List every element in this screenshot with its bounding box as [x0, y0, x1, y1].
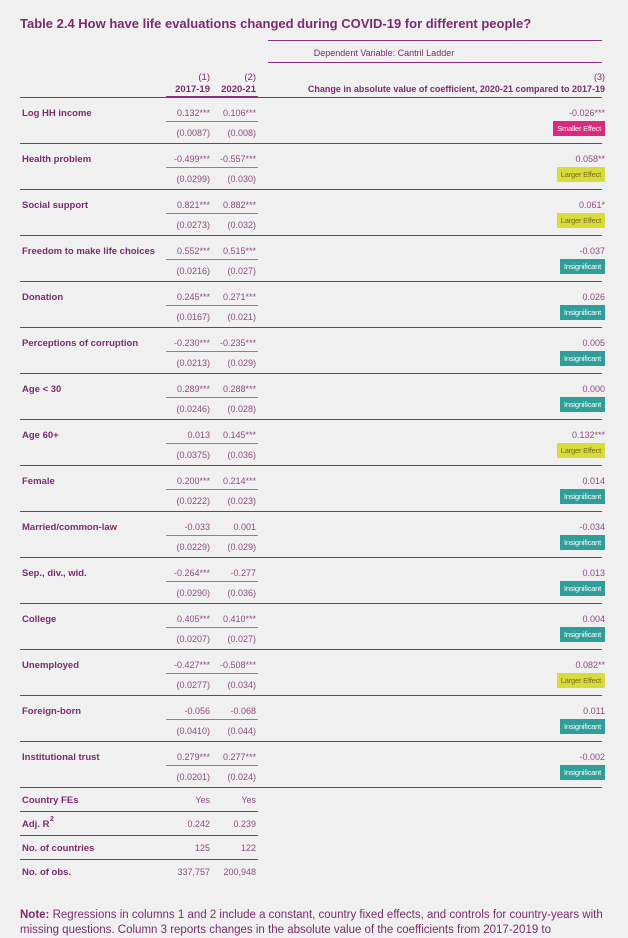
table-rule	[20, 97, 602, 98]
se-rule	[166, 673, 258, 674]
coef-change: 0.013	[582, 568, 605, 578]
se-col1: (0.0290)	[176, 588, 210, 598]
coef-change: 0.005	[582, 338, 605, 348]
insignificant-badge: Insignificant	[560, 719, 605, 734]
row-label: Married/common-law	[22, 522, 118, 533]
insignificant-badge: Insignificant	[560, 535, 605, 550]
coef-col1: 0.289***	[176, 384, 210, 394]
footer-col2: Yes	[241, 795, 256, 805]
row-label: Log HH income	[22, 108, 92, 119]
row-rule	[20, 281, 602, 282]
insignificant-badge: Insignificant	[560, 259, 605, 274]
note-label: Note:	[20, 909, 50, 921]
footer-col2: 0.239	[233, 819, 256, 829]
se-col1: (0.0277)	[176, 680, 210, 690]
larger-effect-badge: Larger Effect	[557, 443, 605, 458]
insignificant-badge: Insignificant	[560, 765, 605, 780]
coef-col1: 0.245***	[176, 292, 210, 302]
coef-col1: -0.230***	[173, 338, 210, 348]
se-col1: (0.0207)	[176, 634, 210, 644]
row-label: Age < 30	[22, 384, 62, 395]
se-col2: (0.032)	[227, 220, 256, 230]
footer-col1: 0.242	[187, 819, 210, 829]
se-rule	[166, 489, 258, 490]
col2-label: 2020-21	[221, 84, 256, 95]
note-text: Regressions in columns 1 and 2 include a constant, country fixed effects, and controls for country-years with missing questions. Column 3 reports changes in the absolute value of the coefficients from 2017-2019 to	[20, 909, 603, 936]
row-label: Institutional trust	[22, 752, 100, 763]
coef-change: -0.002	[579, 752, 605, 762]
row-label: Female	[22, 476, 55, 487]
se-rule	[166, 535, 258, 536]
se-col2: (0.028)	[227, 404, 256, 414]
coef-change: 0.082**	[575, 660, 605, 670]
se-col2: (0.024)	[227, 772, 256, 782]
se-col2: (0.044)	[227, 726, 256, 736]
se-col1: (0.0273)	[176, 220, 210, 230]
footer-col2: 200,948	[223, 867, 256, 877]
smaller-effect-badge: Smaller Effect	[553, 121, 605, 136]
se-rule	[166, 719, 258, 720]
row-rule	[20, 695, 602, 696]
se-rule	[166, 121, 258, 122]
row-label: Donation	[22, 292, 64, 303]
se-col2: (0.030)	[227, 174, 256, 184]
coef-col2: 0.277***	[222, 752, 256, 762]
row-rule	[20, 603, 602, 604]
coef-change: 0.058**	[575, 154, 605, 164]
footer-col1: 125	[194, 843, 210, 853]
se-col1: (0.0216)	[176, 266, 210, 276]
coef-change: 0.061*	[578, 200, 605, 210]
insignificant-badge: Insignificant	[560, 305, 605, 320]
se-col1: (0.0087)	[176, 128, 210, 138]
row-label: Perceptions of corruption	[22, 338, 139, 349]
se-col2: (0.036)	[227, 450, 256, 460]
se-col1: (0.0213)	[176, 358, 210, 368]
coef-col1: 0.279***	[176, 752, 210, 762]
row-rule	[20, 327, 602, 328]
footer-row-label: No. of obs.	[22, 867, 72, 878]
table-title: Table 2.4 How have life evaluations changed during COVID-19 for different people?	[20, 16, 532, 31]
larger-effect-badge: Larger Effect	[557, 167, 605, 182]
row-rule	[20, 189, 602, 190]
insignificant-badge: Insignificant	[560, 581, 605, 596]
se-col2: (0.023)	[227, 496, 256, 506]
se-col1: (0.0222)	[176, 496, 210, 506]
se-col1: (0.0167)	[176, 312, 210, 322]
se-rule	[166, 213, 258, 214]
se-rule	[166, 397, 258, 398]
coef-col1: 0.132***	[176, 108, 210, 118]
insignificant-badge: Insignificant	[560, 397, 605, 412]
footer-row-label: No. of countries	[22, 843, 95, 854]
coef-col2: 0.410***	[222, 614, 256, 624]
se-col2: (0.029)	[227, 542, 256, 552]
coef-col1: 0.821***	[176, 200, 210, 210]
col1-label: 2017-19	[175, 84, 210, 95]
coef-col2: -0.508***	[219, 660, 256, 670]
row-rule	[20, 511, 602, 512]
se-col2: (0.029)	[227, 358, 256, 368]
coef-col2: -0.557***	[219, 154, 256, 164]
insignificant-badge: Insignificant	[560, 627, 605, 642]
coef-col2: 0.882***	[222, 200, 256, 210]
se-col2: (0.034)	[227, 680, 256, 690]
coef-col1: -0.033	[184, 522, 210, 532]
coef-change: 0.004	[582, 614, 605, 624]
coef-change: 0.026	[582, 292, 605, 302]
se-col1: (0.0375)	[176, 450, 210, 460]
se-rule	[166, 351, 258, 352]
se-col2: (0.036)	[227, 588, 256, 598]
coef-col2: 0.288***	[222, 384, 256, 394]
coef-col1: -0.427***	[173, 660, 210, 670]
col3-number: (3)	[594, 72, 605, 82]
coef-col2: 0.214***	[222, 476, 256, 486]
row-label: Sep., div., wid.	[22, 568, 87, 579]
footer-col1: Yes	[195, 795, 210, 805]
se-col1: (0.0201)	[176, 772, 210, 782]
coef-col1: -0.499***	[173, 154, 210, 164]
coef-col1: -0.264***	[173, 568, 210, 578]
header-rule	[268, 40, 602, 41]
row-label: Unemployed	[22, 660, 80, 671]
footer-row-label: Country FEs	[22, 795, 79, 806]
se-rule	[166, 627, 258, 628]
coef-col1: -0.056	[184, 706, 210, 716]
footer-row-label: Adj. R	[22, 819, 50, 830]
se-rule	[166, 443, 258, 444]
row-rule	[20, 557, 602, 558]
se-col1: (0.0299)	[176, 174, 210, 184]
row-rule	[20, 143, 602, 144]
se-col1: (0.0246)	[176, 404, 210, 414]
footer-rule	[20, 835, 258, 836]
footer-col2: 122	[240, 843, 256, 853]
table-note	[20, 908, 610, 938]
header-rule	[268, 62, 602, 63]
row-rule	[20, 465, 602, 466]
footer-rule	[20, 859, 258, 860]
coef-col2: 0.106***	[222, 108, 256, 118]
row-label: Social support	[22, 200, 88, 211]
se-col2: (0.027)	[227, 266, 256, 276]
coef-col2: 0.145***	[222, 430, 256, 440]
coef-col2: -0.068	[230, 706, 256, 716]
coef-change: 0.011	[583, 706, 605, 716]
coef-change: -0.037	[579, 246, 605, 256]
larger-effect-badge: Larger Effect	[557, 213, 605, 228]
se-col2: (0.021)	[227, 312, 256, 322]
coef-col2: -0.235***	[219, 338, 256, 348]
coef-col1: 0.013	[187, 430, 210, 440]
dependent-variable-label: Dependent Variable: Cantril Ladder	[313, 48, 455, 58]
se-rule	[166, 259, 258, 260]
se-col1: (0.0410)	[176, 726, 210, 736]
footer-col1: 337,757	[177, 867, 210, 877]
coef-col1: 0.405***	[176, 614, 210, 624]
superscript: 2	[50, 816, 54, 823]
row-rule	[20, 419, 602, 420]
row-rule	[20, 649, 602, 650]
se-rule	[166, 765, 258, 766]
coef-col2: 0.271***	[222, 292, 256, 302]
se-rule	[166, 581, 258, 582]
col2-number: (2)	[244, 72, 256, 83]
row-rule	[20, 235, 602, 236]
insignificant-badge: Insignificant	[560, 351, 605, 366]
col-rule	[166, 96, 258, 97]
row-label: College	[22, 614, 57, 625]
row-label: Health problem	[22, 154, 92, 165]
se-col2: (0.008)	[227, 128, 256, 138]
se-rule	[166, 167, 258, 168]
coef-change: -0.026***	[568, 108, 605, 118]
coef-col1: 0.200***	[176, 476, 210, 486]
col1-number: (1)	[198, 72, 210, 83]
row-label: Freedom to make life choices	[22, 246, 156, 257]
coef-change: -0.034	[579, 522, 605, 532]
coef-change: 0.132***	[571, 430, 605, 440]
coef-col2: 0.001	[233, 522, 256, 532]
footer-rule	[20, 811, 258, 812]
coef-change: 0.000	[582, 384, 605, 394]
larger-effect-badge: Larger Effect	[557, 673, 605, 688]
coef-col2: 0.515***	[222, 246, 256, 256]
se-rule	[166, 305, 258, 306]
row-label: Age 60+	[22, 430, 59, 441]
se-col1: (0.0229)	[176, 542, 210, 552]
insignificant-badge: Insignificant	[560, 489, 605, 504]
row-rule	[20, 741, 602, 742]
row-rule	[20, 787, 602, 788]
se-col2: (0.027)	[227, 634, 256, 644]
coef-col1: 0.552***	[176, 246, 210, 256]
row-rule	[20, 373, 602, 374]
row-label: Foreign-born	[22, 706, 82, 717]
coef-col2: -0.277	[230, 568, 256, 578]
coef-change: 0.014	[582, 476, 605, 486]
col3-label: Change in absolute value of coefficient, 2020-21 compared to 2017-19	[307, 84, 605, 94]
